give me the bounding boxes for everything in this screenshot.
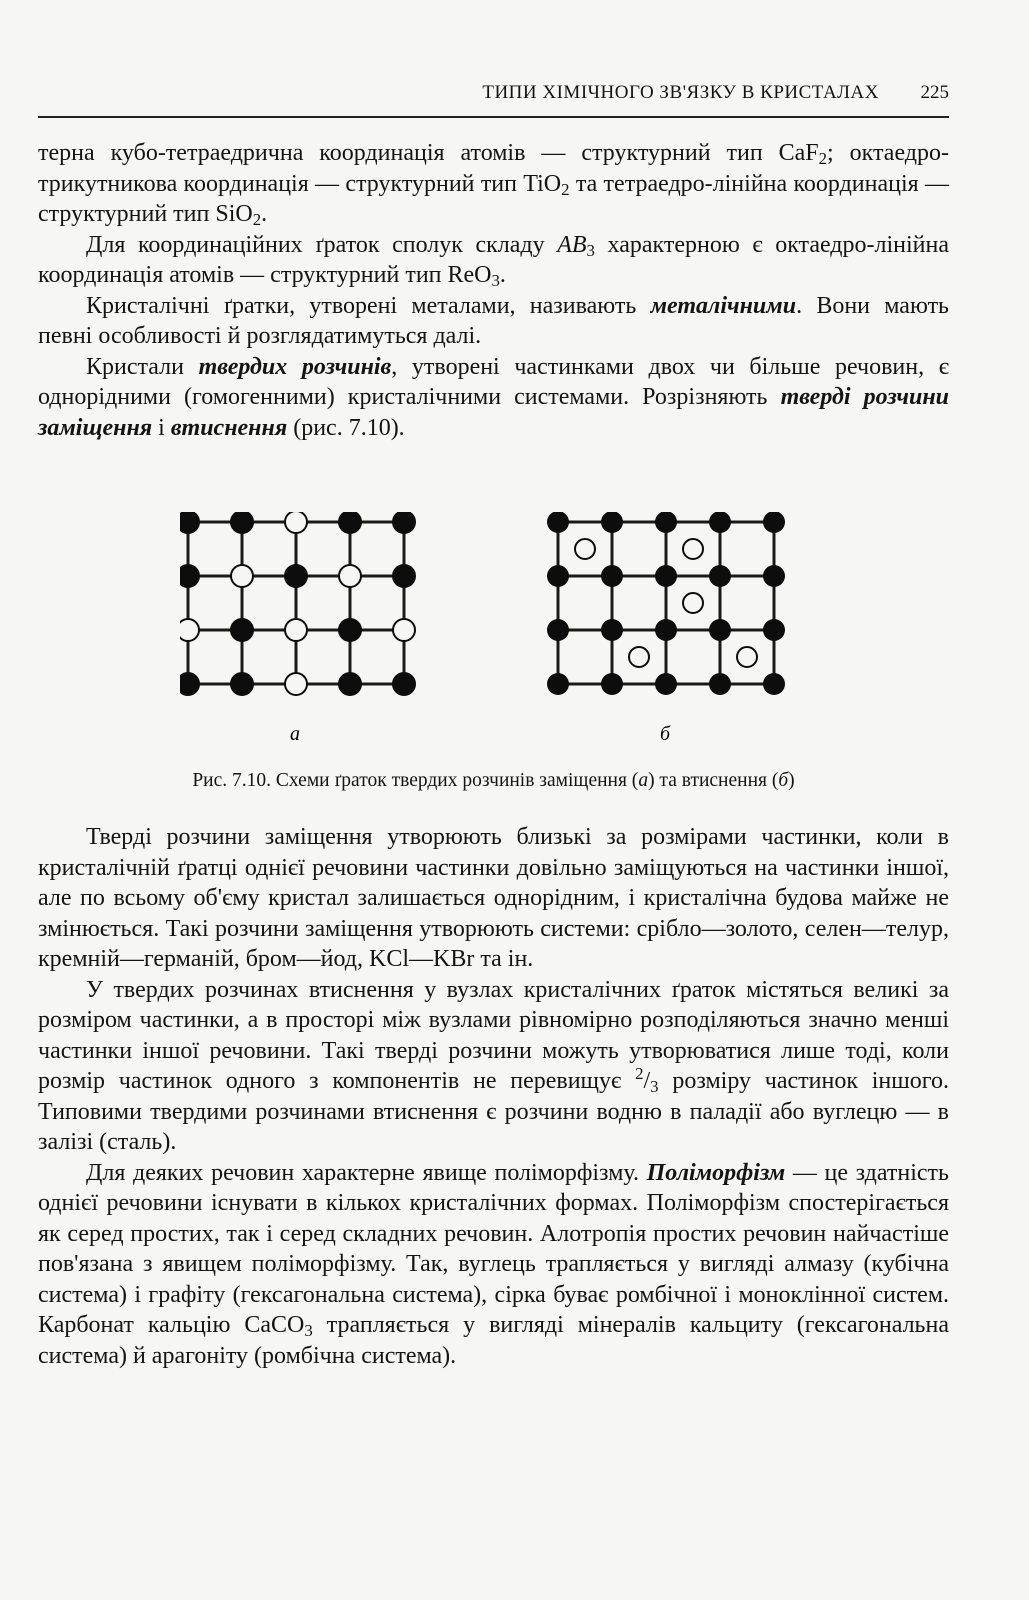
paragraph-5: Тверді розчини заміщення утворюють близькі за розмірами частинки, коли в кристалічній ґратці однієї речовини частинки довільно заміщуються на частинки іншої, але по всьому об'єму кристал залишається однорідним, і кристалічна будова майже не змінюється. Такі розчини заміщення утворюють системи: срібло—золото, селен—телур, кремній—германій, бром—йод, KCl—KBr та ін. <box>38 824 949 972</box>
atom-interstitial <box>629 647 649 667</box>
atom-interstitial <box>737 647 757 667</box>
page-header <box>38 76 949 118</box>
paragraph-1: терна кубо-тетраедрична координація атомів — структурний тип CaF$_2$; октаедро-трикутникова координація — структурний тип TiO$_2$ та тетраедро-лінійна координація — структурний тип SiO$_2$. <box>38 140 949 230</box>
atom-host <box>709 673 731 695</box>
atom-host <box>393 512 415 533</box>
atom-host <box>763 565 785 587</box>
page-number: 225 <box>920 82 949 103</box>
figure-label-b: б <box>659 723 671 745</box>
paragraph-2: Для координаційних ґраток сполук складу $AB_3$ характерною є октаедро-лінійна координація атомів — структурний тип ReO$_3$. <box>38 231 950 291</box>
text-block-top <box>38 138 949 443</box>
figure-caption: Рис. 7.10. Схеми ґраток твердих розчинів заміщення (а) та втиснення (б) <box>192 770 795 791</box>
atom-interstitial <box>683 593 703 613</box>
atom-solute <box>231 565 253 587</box>
atom-host <box>547 512 569 533</box>
atom-host <box>547 673 569 695</box>
atom-host <box>393 673 415 695</box>
atom-interstitial <box>575 539 595 559</box>
term-substitution: тверді розчини заміщення <box>38 384 950 441</box>
lattice-interstitial <box>547 512 785 695</box>
atom-host <box>601 673 623 695</box>
atom-host <box>655 673 677 695</box>
atom-host <box>339 512 361 533</box>
atom-solute <box>393 619 415 641</box>
atom-host <box>231 512 253 533</box>
atom-host <box>655 512 677 533</box>
atom-host <box>393 565 415 587</box>
atom-host <box>655 565 677 587</box>
atom-host <box>709 512 731 533</box>
atom-host <box>285 565 307 587</box>
atom-host <box>655 619 677 641</box>
atom-host <box>763 512 785 533</box>
paragraph-4: Кристали твердих розчинів, утворені частинками двох чи більше речовин, є однорідними (гомогенними) кристалічними системами. Розрізняють тверді розчини заміщення і втиснення (рис. 7.10). <box>38 353 950 441</box>
atom-solute <box>285 619 307 641</box>
atom-solute <box>285 512 307 533</box>
lattice-substitution <box>180 512 415 695</box>
atom-solute <box>285 673 307 695</box>
atom-solute <box>339 565 361 587</box>
atom-interstitial <box>683 539 703 559</box>
atom-host <box>231 619 253 641</box>
atom-host <box>339 619 361 641</box>
term-polymorphism: Поліморфізм <box>646 1159 786 1186</box>
term-interstitial: втиснення <box>170 414 288 441</box>
atom-host <box>231 673 253 695</box>
paragraph-6: У твердих розчинах втиснення у вузлах кристалічних ґраток містяться великі за розміром частинки, а в просторі між вузлами рівномірно розподіляються значно менші частинки іншої речовини. Такі тверді розчини можуть утворюватися лише тоді, коли розмір частинок одного з компонентів не перевищує $^2/_3$ розміру частинок іншого. Типовими твердими розчинами втиснення є розчини водню в паладії або вуглецю — в залізі (сталь). <box>38 976 949 1155</box>
atom-host <box>180 673 199 695</box>
atom-solute <box>180 619 199 641</box>
atom-host <box>601 565 623 587</box>
atom-host <box>709 565 731 587</box>
atom-host <box>763 673 785 695</box>
atom-host <box>339 673 361 695</box>
atom-host <box>180 565 199 587</box>
figure-label-a: а <box>290 723 300 745</box>
atom-host <box>547 619 569 641</box>
atom-host <box>180 512 199 533</box>
paragraph-3: Кристалічні ґратки, утворені металами, називають металічними. Вони мають певні особливості й розглядатимуться далі. <box>38 292 949 349</box>
paragraph-7: Для деяких речовин характерне явище поліморфізму. Поліморфізм — це здатність однієї речовини існувати в кількох кристалічних формах. Поліморфізм спостерігається як серед простих, так і серед складних речовин. Алотропія простих речовин найчастіше пов'язана з явищем поліморфізму. Так, вуглець трапляється у вигляді алмазу (кубічна система) і графіту (гексагональна система), сірка буває ромбічної і моноклінної систем. Карбонат кальцію CaCO$_3$ трапляється у вигляді мінералів кальциту (гексагональна система) й арагоніту (ромбічна система). <box>38 1159 949 1369</box>
atom-host <box>763 619 785 641</box>
text-block-bottom <box>38 822 949 1371</box>
running-title: ТИПИ ХІМІЧНОГО ЗВ'ЯЗКУ В КРИСТАЛАХ <box>482 82 879 103</box>
atom-host <box>601 619 623 641</box>
term-metallic: металічними <box>650 292 797 319</box>
atom-host <box>547 565 569 587</box>
atom-host <box>709 619 731 641</box>
figure-7-10 <box>180 512 820 752</box>
term-solid-solutions: твердих розчинів <box>198 353 392 380</box>
atom-host <box>601 512 623 533</box>
